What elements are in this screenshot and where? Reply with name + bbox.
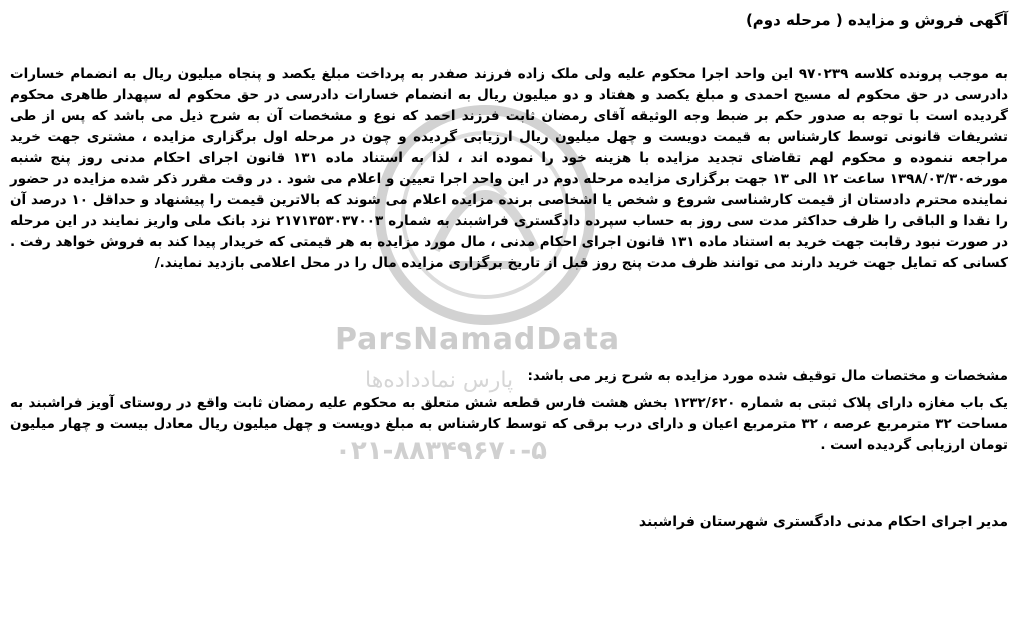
watermark-brand: ParsNamadData [335,322,621,357]
property-specs-paragraph: یک باب مغازه دارای پلاک ثبتی به شماره ۱۲۳۲/۶۲۰ بخش هشت فارس قطعه شش متعلق به محکوم علیه رمضان ثابت واقع در روستای آویز فراشبند به مساحت ۳۲ مترمربع عرصه ، ۳۲ مترمربع اعیان و دارای درب برقی که توسط کارشناس به مبلغ دویست و چهل میلیون ریال معادل بیست و چهار میلیون تومان ارزیابی گردیده است . [10,395,1008,453]
property-specs-heading: مشخصات و مختصات مال توقیف شده مورد مزایده به شرح زیر می باشد: [527,368,1008,384]
watermark-phone: ۰۲۱-۸۸۳۴۹۶۷۰-۵ [335,436,548,466]
notice-body-paragraph: به موجب پرونده کلاسه ۹۷۰۲۳۹ این واحد اجرا محکوم علیه ولی ملک زاده فرزند صفدر به پرداخت مبلغ یکصد و پنجاه میلیون ریال به انضمام خسارات دادرسی در حق محکوم له مسیح احمدی و مبلغ یکصد و هفتاد و دو میلیون ریال به انضمام خسارات دادرسی در حق محکوم له سپهدار طاهری محکوم گردیده است با توجه به صدور حکم بر ضبط وجه الوثیقه آقای رمضان ثابت فرزند احمد که نوع و مشخصات آن به شرح ذیل می باشد که پس از طی تشریفات قانونی توسط کارشناس به قیمت دویست و چهل میلیون ریال ارزیابی گردیده و چون در مرحله اول برگزاری مزایده ، مشتری جهت خرید مراجعه ننموده و محکوم لهم تقاضای تجدید مزایده با هزینه خود را نموده اند ، لذا به استناد ماده ۱۳۱ قانون اجرای احکام مدنی روز پنج شنبه مورخه۱۳۹۸/۰۳/۳۰ ساعت ۱۲ الی ۱۳ جهت برگزاری مزایده مرحله دوم در این واحد اجرا تعیین و اعلام می شود . در وقت مقرر ذکر شده مزایده در حضور نماینده محترم دادستان از قیمت کارشناسی شروع و شخص یا اشخاصی برنده مزایده اعلام می شوند که بالاترین قیمت را پیشنهاد و حداقل ۱۰ درصد آن را نقدا و الباقی را ظرف حداکثر مدت سی روز به حساب سپرده دادگستری فراشبند به شماره ۲۱۷۱۳۵۳۰۳۷۰۰۳ نزد بانک ملی واریز نمایند در این مرحله در صورت نبود رقابت جهت خرید به استناد ماده ۱۳۱ قانون اجرای احکام مدنی ، مال مورد مزایده به هر قیمتی که خریدار پیدا کند به فروش خواهد رفت . کسانی که تمایل جهت خرید دارند می توانند ظرف مدت پنج روز قبل از تاریخ برگزاری مزایده مال را در محل اعلامی بازدید نمایند./ [10,66,1009,271]
notice-title: آگهی فروش و مزایده ( مرحله دوم) [745,11,1008,29]
watermark-persian-text: پارس نمادداده‌ها [365,368,514,393]
signature-line: مدیر اجرای احکام مدنی دادگستری شهرستان فراشبند [638,514,1008,530]
notice-document [10,0,1008,619]
